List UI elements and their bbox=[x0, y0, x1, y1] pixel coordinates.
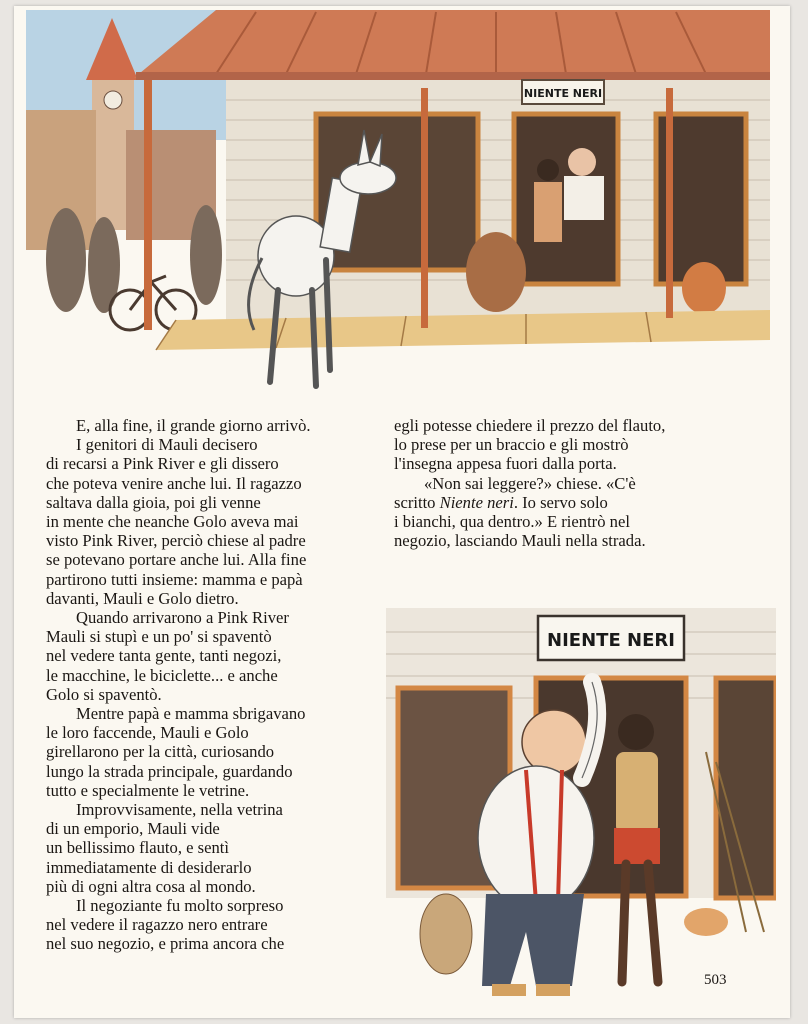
left-column-line: lungo la strada principale, guardando bbox=[46, 761, 293, 781]
left-column-line: che poteva venire anche lui. Il ragazzo bbox=[46, 473, 302, 493]
text-segment: l'insegna appesa fuori dalla porta. bbox=[394, 454, 617, 474]
left-column-line: immediatamente di desiderarlo bbox=[46, 857, 252, 877]
left-column-line: partirono tutti insieme: mamma e papà bbox=[46, 569, 303, 589]
text-column-left bbox=[46, 416, 378, 954]
left-column-line: saltava dalla gioia, poi gli venne bbox=[46, 492, 261, 512]
left-column-line: le loro faccende, Mauli e Golo bbox=[46, 723, 249, 743]
left-column-line: nel vedere tanta gente, tanti negozi, bbox=[46, 646, 282, 666]
right-column-line bbox=[394, 531, 744, 550]
left-column-line: nel vedere il ragazzo nero entrare bbox=[46, 915, 268, 935]
text-segment: scritto bbox=[394, 492, 440, 512]
left-column-line: I genitori di Mauli decisero bbox=[76, 435, 258, 455]
book-page bbox=[14, 6, 790, 1018]
left-column-line: girellarono per la città, curiosando bbox=[46, 742, 275, 762]
left-column-line: visto Pink River, perciò chiese al padre bbox=[46, 531, 306, 551]
right-column-line bbox=[394, 474, 744, 493]
italic-text: Niente neri bbox=[439, 492, 514, 512]
text-segment: lo prese per un braccio e gli mostrò bbox=[394, 435, 629, 455]
left-column-line: Quando arrivarono a Pink River bbox=[76, 608, 289, 628]
page-number: 503 bbox=[704, 972, 727, 988]
shop-sign-text: NIENTE NERI bbox=[547, 630, 675, 651]
left-column-line: davanti, Mauli e Golo dietro. bbox=[46, 588, 239, 608]
left-column-line: se potevano portare anche lui. Alla fine bbox=[46, 550, 307, 570]
right-column-line bbox=[394, 435, 744, 454]
right-column-line bbox=[394, 416, 744, 435]
left-column-line: Il negoziante fu molto sorpreso bbox=[76, 896, 284, 916]
left-column-line: nel suo negozio, e prima ancora che bbox=[46, 934, 285, 954]
left-column-line: tutto e specialmente le vetrine. bbox=[46, 780, 250, 800]
shopkeeper-illustration bbox=[386, 602, 776, 1006]
text-column-right bbox=[394, 416, 744, 550]
left-column-line: di recarsi a Pink River e gli dissero bbox=[46, 454, 279, 474]
left-column-line: le macchine, le biciclette... e anche bbox=[46, 665, 278, 685]
text-segment: . Io servo solo bbox=[513, 492, 608, 512]
left-column-line: Improvvisamente, nella vetrina bbox=[76, 800, 283, 820]
left-column-line: di un emporio, Mauli vide bbox=[46, 819, 220, 839]
left-column-line: Mentre papà e mamma sbrigavano bbox=[76, 704, 306, 724]
right-column-line bbox=[394, 512, 744, 531]
left-column-line: Mauli si stupì e un po' si spaventò bbox=[46, 627, 272, 647]
text-segment: i bianchi, qua dentro.» E rientrò nel bbox=[394, 512, 630, 532]
store-sign-text: NIENTE NERI bbox=[523, 87, 603, 100]
left-column-line: E, alla fine, il grande giorno arrivò. bbox=[76, 416, 311, 435]
left-column-line: in mente che neanche Golo aveva mai bbox=[46, 512, 299, 532]
left-column-line: Golo si spaventò. bbox=[46, 684, 162, 704]
right-column-line bbox=[394, 454, 744, 473]
right-column-line bbox=[394, 493, 744, 512]
text-segment: «Non sai leggere?» chiese. «C'è bbox=[424, 473, 636, 493]
left-column-line: un bellissimo flauto, e sentì bbox=[46, 838, 229, 858]
left-column-line: più di ogni altra cosa al mondo. bbox=[46, 876, 256, 896]
text-segment: egli potesse chiedere il prezzo del flauto, bbox=[394, 416, 666, 435]
store-front-illustration bbox=[26, 10, 770, 398]
text-segment: negozio, lasciando Mauli nella strada. bbox=[394, 531, 646, 551]
